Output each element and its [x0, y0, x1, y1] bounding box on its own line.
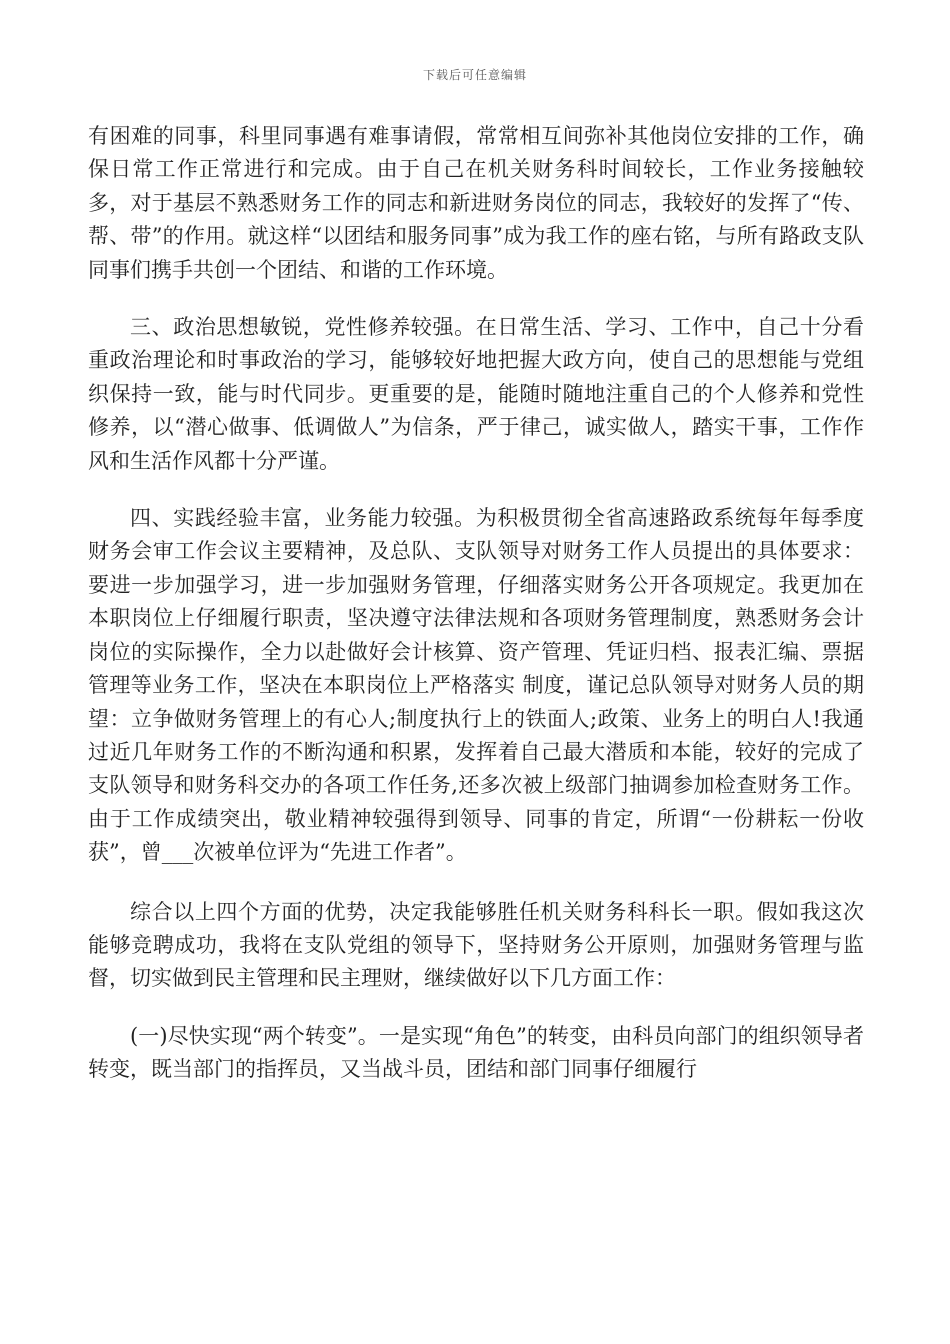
paragraph-political-thought: 三、政治思想敏锐，党性修养较强。在日常生活、学习、工作中，自己十分看重政治理论和时事政治的学习，能够较好地把握大政方向，使自己的思想能与党组织保持一致，能与时代同步。更重要的是，能随时随地注重自己的个人修养和党性修养，以“潜心做事、低调做人”为信条，严于律己，诚实做人，踏实干事，工作作风和生活作风都十分严谨。 [88, 315, 864, 473]
paragraph-practical-experience: 四、实践经验丰富，业务能力较强。为积极贯彻全省高速路政系统每年每季度财务会审工作会议主要精神，及总队、支队领导对财务工作人员提出的具体要求：要进一步加强学习，进一步加强财务管理，仔细落实财务公开各项规定。我更加在本职岗位上仔细履行职责，坚决遵守法律法规和各项财务管理制度，熟悉财务会计岗位的实际操作，全力以赴做好会计核算、资产管理、凭证归档、报表汇编、票据管理等业务工作，坚决在本职岗位上严格落实 制度，谨记总队领导对财务人员的期望：立争做财务管理上的有心人;制度执行上的铁面人;政策、业务上的明白人!我通过近几年财务工作的不断沟通和积累，发挥着自己最大潜质和本能，较好的完成了支队领导和财务科交办的各项工作任务,还多次被上级部门抽调参加检查财务工作。由于工作成绩突出，敬业精神较强得到领导、同事的肯定，所谓“一份耕耘一份收获”，曾___次被单位评为“先进工作者”。 [88, 506, 864, 865]
paragraph-two-transformations: (一)尽快实现“两个转变”。一是实现“角色”的转变，由科员向部门的组织领导者转变，既当部门的指挥员，又当战斗员，团结和部门同事仔细履行 [88, 1023, 864, 1082]
paragraph-summary: 综合以上四个方面的优势，决定我能够胜任机关财务科科长一职。假如我这次能够竞聘成功，我将在支队党组的领导下，坚持财务公开原则，加强财务管理与监督，切实做到民主管理和民主理财，继续做好以下几方面工作： [88, 899, 864, 991]
paragraph-continuation: 有困难的同事，科里同事遇有难事请假，常常相互间弥补其他岗位安排的工作，确保日常工作正常进行和完成。由于自己在机关财务科时间较长，工作业务接触较多，对于基层不熟悉财务工作的同志和新进财务岗位的同志，我较好的发挥了“传、帮、带”的作用。就这样“以团结和服务同事”成为我工作的座右铭，与所有路政支队同事们携手共创一个团结、和谐的工作环境。 [88, 124, 864, 282]
document-body [88, 120, 864, 1111]
page-header: 下载后可任意编辑 [422, 68, 527, 82]
